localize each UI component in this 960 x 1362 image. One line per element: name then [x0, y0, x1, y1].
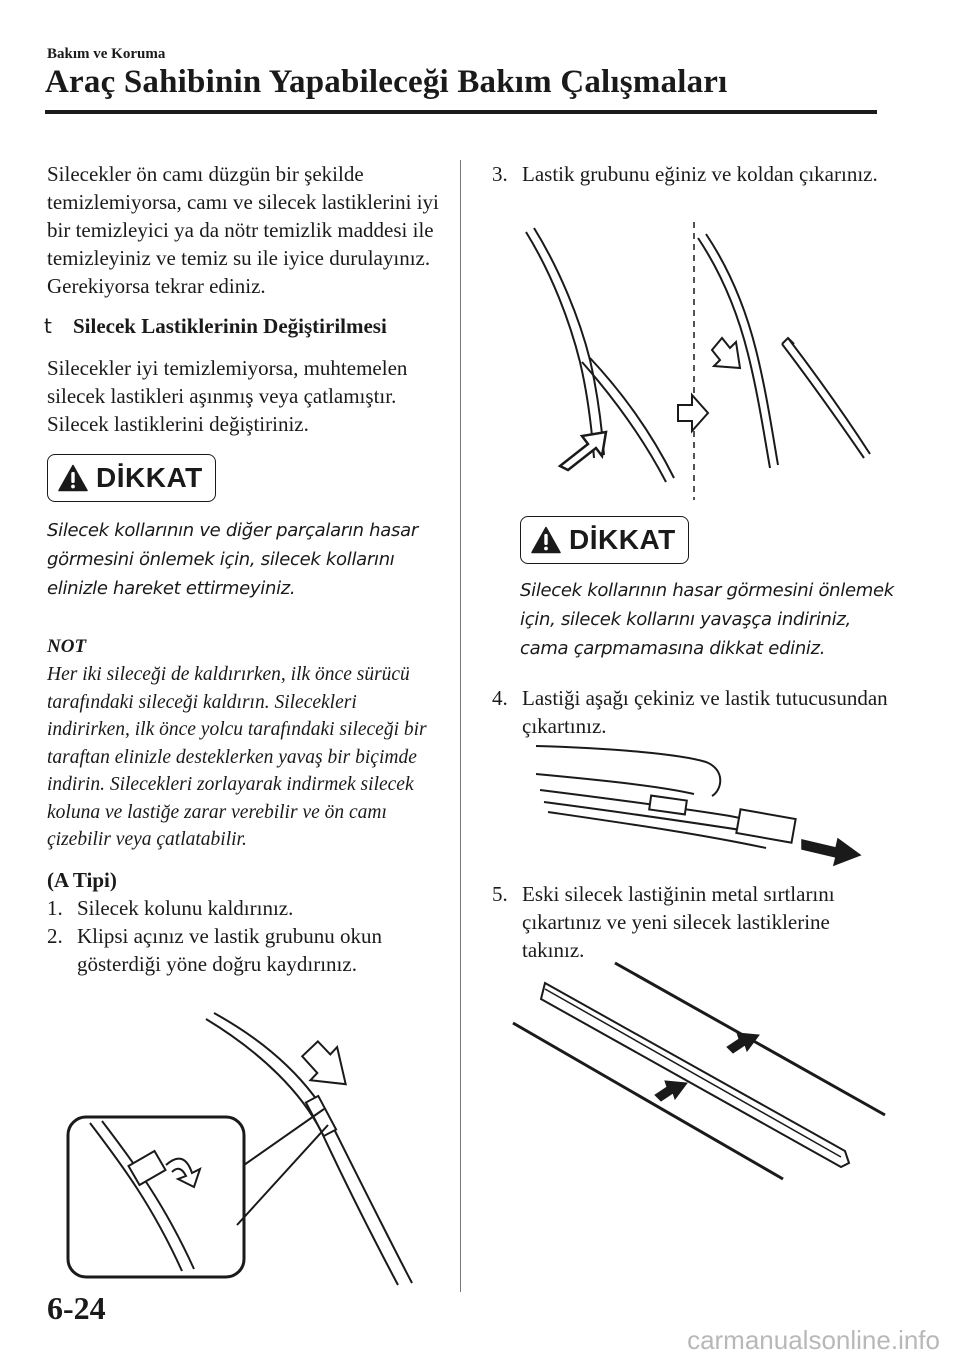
note-body: Her iki sileceği de kaldırırken, ilk önce sürücü tarafındaki sileceği kaldırın. Silecekleri indirirken, ilk önce yolcu tarafındaki sileceği bir taraftan elinizle desteklerken yavaş bir biçimde indirin. Silecekleri zorlayarak indirmek silecek koluna ve lastiğe zarar verebilir ve ön camı çizebilir veya çatlatabilir.: [47, 664, 427, 850]
step-number: 2.: [47, 923, 63, 948]
caution-text-right: Silecek kollarının hasar görmesini önlemek için, silecek kollarını yavaşça indiriniz, cama çarpmamasına dikkat ediniz.: [520, 580, 894, 659]
right-column: [492, 160, 892, 188]
watermark: carmanualsonline.info: [687, 1325, 940, 1355]
warning-triangle-icon: [58, 464, 88, 492]
right-step5-block: [492, 880, 892, 964]
step-number: 4.: [492, 686, 508, 710]
title-rule: [45, 110, 877, 114]
page-title: Araç Sahibinin Yapabileceği Bakım Çalışmaları: [45, 64, 728, 100]
caution-box: [47, 454, 216, 502]
warning-triangle-icon: [531, 526, 561, 554]
wiper-remove-illustration: [520, 220, 880, 505]
wiper-pull-illustration: [530, 740, 870, 870]
caution-label: DİKKAT: [96, 462, 203, 493]
step-2: [47, 922, 442, 978]
note-heading: NOT: [47, 636, 87, 657]
caution-box-right: [520, 516, 689, 564]
wiper-strips-illustration: [505, 955, 890, 1185]
step-text: Eski silecek lastiğinin metal sırtlarını çıkartınız ve yeni silecek lastiklerine takınız.: [522, 882, 835, 962]
step-text: Lastiği aşağı çekiniz ve lastik tutucusundan çıkartınız.: [522, 686, 888, 738]
step-number: 5.: [492, 882, 508, 906]
step-4: [492, 684, 892, 740]
type-heading: (A Tipi): [47, 867, 117, 892]
step-text: Silecek kolunu kaldırınız.: [77, 895, 294, 920]
column-divider: [460, 160, 461, 1292]
subhead-text: Silecek Lastiklerinin Değiştirilmesi: [73, 314, 387, 338]
section-label: Bakım ve Koruma: [47, 46, 166, 62]
step-3: [492, 160, 892, 188]
intro-paragraph: Silecekler ön camı düzgün bir şekilde temizlemiyorsa, camı ve silecek lastiklerini iyi bir temizleyici ya da nötr temizlik maddesi ile temizleyiniz ve temiz su ile iyice durulayınız. Gerekiyorsa tekrar ediniz.: [47, 162, 439, 298]
replace-paragraph: Silecekler iyi temizlemiyorsa, muhtemelen silecek lastikleri aşınmış veya çatlamıştır. Silecek lastiklerini değiştiriniz.: [47, 356, 408, 436]
caution-label: DİKKAT: [569, 524, 676, 555]
step-1: [47, 894, 442, 922]
step-number: 3.: [492, 162, 508, 186]
step-5: [492, 880, 892, 964]
step-text: Klipsi açınız ve lastik grubunu okun gösterdiği yöne doğru kaydırınız.: [77, 923, 383, 976]
right-caution-block: [520, 512, 900, 663]
right-step4-block: [492, 684, 892, 740]
subhead: [44, 312, 442, 340]
step-number: 1.: [47, 895, 63, 920]
step-text: Lastik grubunu eğiniz ve koldan çıkarınız.: [522, 162, 878, 186]
caution-text: Silecek kollarının ve diğer parçaların hasar görmesini önlemek için, silecek kollarını elinizle hareket ettirmeyiniz.: [47, 520, 418, 599]
wiper-clip-illustration: [62, 1005, 452, 1290]
subhead-bullet-icon: t: [44, 314, 52, 338]
page-number: 6-24: [47, 1290, 106, 1326]
left-column: [44, 160, 442, 978]
